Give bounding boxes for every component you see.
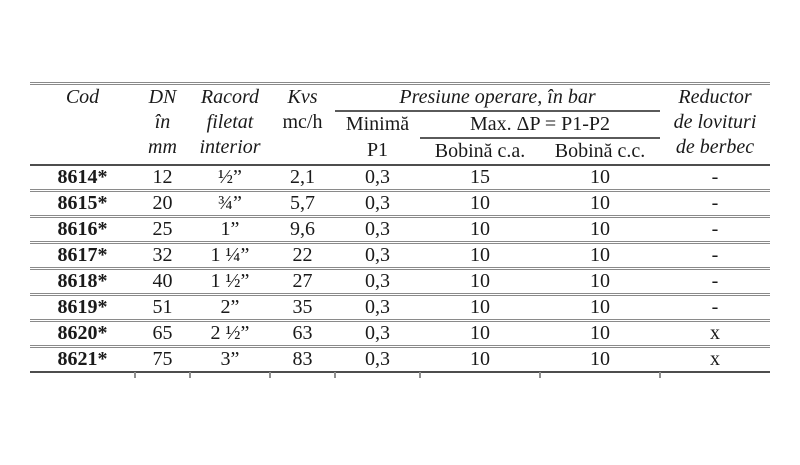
cell-cod: 8618* <box>57 270 108 292</box>
cell-bobina-ca: 10 <box>470 270 490 292</box>
col-header-p1: P1 <box>366 139 389 161</box>
col-header-racord-line1: Racord <box>200 86 260 108</box>
cell-bobina-cc: 10 <box>590 270 610 292</box>
cell-kvs: 27 <box>292 270 313 292</box>
cell-bobina-ca: 10 <box>470 348 490 370</box>
col-header-dn-line2: în <box>154 111 171 133</box>
cell-p1-min: 0,3 <box>365 322 390 344</box>
cell-kvs: 63 <box>292 322 313 344</box>
cell-bobina-ca: 10 <box>470 322 490 344</box>
cell-reductor: - <box>711 166 719 188</box>
cell-reductor: - <box>711 218 719 240</box>
cell-bobina-ca: 10 <box>470 218 490 240</box>
cell-dn: 40 <box>152 270 173 292</box>
col-header-reductor-line2: de lovituri <box>673 111 757 133</box>
cell-p1-min: 0,3 <box>365 348 390 370</box>
cell-cod: 8616* <box>57 218 108 240</box>
cell-bobina-cc: 10 <box>590 218 610 240</box>
cell-p1-min: 0,3 <box>365 218 390 240</box>
column-boundary-tick <box>419 372 421 378</box>
table-row <box>30 347 770 373</box>
cell-bobina-ca: 15 <box>470 166 490 188</box>
col-header-reductor <box>660 84 770 166</box>
table-row <box>30 217 770 243</box>
col-header-minima: Minimă <box>345 113 410 135</box>
cell-racord: 3” <box>220 348 240 370</box>
cell-p1-min: 0,3 <box>365 166 390 188</box>
cell-kvs: 2,1 <box>290 166 315 188</box>
cell-bobina-cc: 10 <box>590 192 610 214</box>
header-row-1 <box>30 84 770 112</box>
cell-bobina-cc: 10 <box>590 348 610 370</box>
cell-p1-min: 0,3 <box>365 270 390 292</box>
table-row <box>30 165 770 191</box>
col-group-presiune: Presiune operare, în bar <box>335 84 660 112</box>
column-boundary-tick <box>659 372 661 378</box>
spec-table-wrap <box>30 82 770 373</box>
cell-bobina-cc: 10 <box>590 166 610 188</box>
cell-bobina-cc: 10 <box>590 322 610 344</box>
cell-cod: 8617* <box>57 244 108 266</box>
column-boundary-tick <box>269 372 271 378</box>
cell-reductor: - <box>711 270 719 292</box>
cell-racord: 1 ½” <box>210 270 250 292</box>
column-boundary-tick <box>334 372 336 378</box>
col-header-dn-line3: mm <box>148 136 177 158</box>
cell-p1-min: 0,3 <box>365 296 390 318</box>
col-header-racord <box>190 84 270 166</box>
column-boundary-tick <box>134 372 136 378</box>
col-header-dn <box>135 84 190 166</box>
col-header-cod: Cod <box>65 86 100 108</box>
cell-kvs: 83 <box>292 348 313 370</box>
cell-bobina-cc: 10 <box>590 244 610 266</box>
cell-cod: 8615* <box>57 192 108 214</box>
cell-racord: ½” <box>218 166 242 188</box>
column-boundary-tick <box>189 372 191 378</box>
column-boundary-tick <box>539 372 541 378</box>
cell-racord: 2” <box>220 296 240 318</box>
col-group-max-dp: Max. ΔP = P1-P2 <box>420 111 660 138</box>
cell-racord: 1 ¼” <box>210 244 250 266</box>
col-header-kvs-line1: Kvs <box>287 86 318 108</box>
cell-cod: 8619* <box>57 296 108 318</box>
table-header <box>30 84 770 166</box>
table-row <box>30 295 770 321</box>
cell-kvs: 5,7 <box>290 192 315 214</box>
col-header-dn-line1: DN <box>148 86 177 108</box>
cell-p1-min: 0,3 <box>365 244 390 266</box>
cell-bobina-cc: 10 <box>590 296 610 318</box>
cell-kvs: 9,6 <box>290 218 315 240</box>
col-header-reductor-line3: de berbec <box>675 136 755 158</box>
cell-racord: 1” <box>220 218 240 240</box>
valve-spec-table <box>30 82 770 373</box>
cell-dn: 12 <box>152 166 173 188</box>
col-header-reductor-line1: Reductor <box>678 86 752 108</box>
col-header-racord-line3: interior <box>199 136 261 158</box>
cell-reductor: - <box>711 244 719 266</box>
col-header-bobina-ca: Bobină c.a. <box>434 140 526 162</box>
cell-dn: 51 <box>152 296 173 318</box>
col-header-kvs-line2: mc/h <box>282 111 323 133</box>
cell-dn: 65 <box>152 322 173 344</box>
cell-racord: ¾” <box>218 192 242 214</box>
cell-p1-min: 0,3 <box>365 192 390 214</box>
cell-cod: 8620* <box>57 322 108 344</box>
col-header-racord-line2: filetat <box>206 111 254 133</box>
cell-kvs: 22 <box>292 244 313 266</box>
cell-kvs: 35 <box>292 296 313 318</box>
cell-dn: 25 <box>152 218 173 240</box>
cell-reductor: - <box>711 192 719 214</box>
cell-bobina-ca: 10 <box>470 244 490 266</box>
cell-reductor: - <box>711 296 719 318</box>
table-row <box>30 243 770 269</box>
table-row <box>30 269 770 295</box>
col-header-kvs <box>270 84 335 166</box>
cell-cod: 8621* <box>57 348 108 370</box>
cell-bobina-ca: 10 <box>470 296 490 318</box>
cell-dn: 20 <box>152 192 173 214</box>
cell-dn: 32 <box>152 244 173 266</box>
table-row <box>30 191 770 217</box>
cell-reductor: x <box>710 322 721 344</box>
table-row <box>30 321 770 347</box>
cell-bobina-ca: 10 <box>470 192 490 214</box>
table-body <box>30 165 770 372</box>
cell-dn: 75 <box>152 348 173 370</box>
col-header-bobina-cc: Bobină c.c. <box>554 140 646 162</box>
cell-cod: 8614* <box>57 166 108 188</box>
cell-racord: 2 ½” <box>210 322 250 344</box>
cell-reductor: x <box>710 348 721 370</box>
